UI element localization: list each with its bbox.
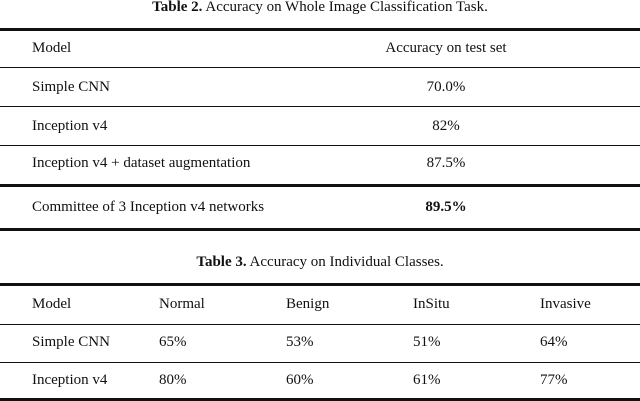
table2-header-accuracy: Accuracy on test set: [385, 40, 507, 56]
table2-row-3-accuracy: 89.5%: [425, 199, 467, 215]
table2-row-1-accuracy: 82%: [432, 118, 460, 134]
table3-caption-text: Accuracy on Individual Classes.: [246, 254, 444, 270]
table3-header-model: Model: [32, 296, 72, 312]
table3-row-1-benign: 60%: [286, 372, 314, 388]
table3-row-rule: [0, 362, 640, 363]
table3-row-0-model: Simple CNN: [32, 334, 110, 350]
table2-header-model: Model: [32, 40, 72, 56]
table3-row-0-benign: 53%: [286, 334, 314, 350]
table3-row-1-model: Inception v4: [32, 372, 108, 388]
table3-header-normal: Normal: [159, 296, 205, 312]
table3-row-1-invasive: 77%: [540, 372, 568, 388]
table2-row-rule: [0, 106, 640, 107]
table3-caption: [0, 253, 640, 271]
table2-row-1-model: Inception v4: [32, 118, 108, 134]
table3-row-1-normal: 80%: [159, 372, 187, 388]
table3-header-benign: Benign: [286, 296, 330, 312]
table3-row-0-invasive: 64%: [540, 334, 568, 350]
table3-top-rule: [0, 283, 640, 286]
table2-top-rule: [0, 28, 640, 31]
table3-header-invasive: Invasive: [540, 296, 591, 312]
table2-caption-label: Table 2.: [152, 0, 203, 15]
table2-caption: [0, 0, 640, 16]
table3-caption-label: Table 3.: [196, 254, 247, 270]
table3-header-insitu: InSitu: [413, 296, 450, 312]
table2-row-0-accuracy: 70.0%: [426, 79, 466, 95]
table2-row-rule: [0, 145, 640, 146]
table2-emphasis-rule: [0, 184, 640, 187]
table2-row-3-model: Committee of 3 Inception v4 networks: [32, 199, 265, 215]
table2-caption-text: Accuracy on Whole Image Classification Task.: [202, 0, 488, 15]
table2-row-2-accuracy: 87.5%: [426, 155, 466, 171]
table2-row-0-model: Simple CNN: [32, 79, 110, 95]
table3-row-0-normal: 65%: [159, 334, 187, 350]
table2-bottom-rule: [0, 228, 640, 231]
table3-row-1-insitu: 61%: [413, 372, 441, 388]
table2-row-2-model: Inception v4 + dataset augmentation: [32, 155, 251, 171]
table3-header-rule: [0, 324, 640, 325]
table2-header-rule: [0, 67, 640, 68]
table3-row-0-insitu: 51%: [413, 334, 441, 350]
